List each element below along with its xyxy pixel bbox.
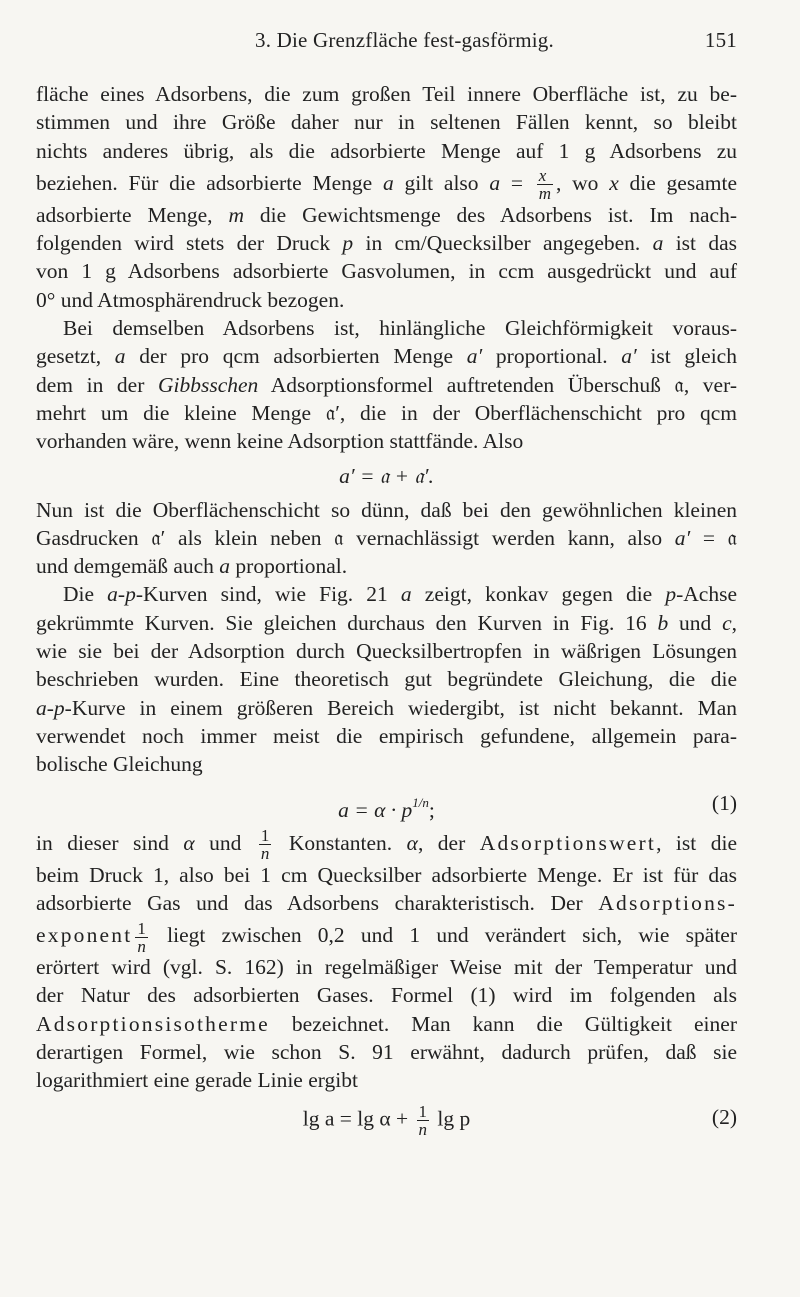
text-line: stimmen und ihre Größe daher nur in seltenen Fällen kennt, so bleibt <box>36 110 737 135</box>
fraction: $\frac{x}{m}$ <box>538 166 552 204</box>
text-line: 0° und Atmosphärendruck bezogen. <box>36 287 345 312</box>
text-line: von 1 g Adsorbens adsorbierte Gasvolumen, in ccm ausgedrückt und auf <box>36 259 737 284</box>
text-line: und demgemäß auch a proportional. <box>36 554 348 579</box>
text-line: folgenden wird stets der Druck p in cm/Quecksilber angegeben. a ist das <box>36 231 737 256</box>
text-line: vorhanden wäre, wenn keine Adsorption stattfände. Also <box>36 429 524 454</box>
equation-1: $a = \alpha \cdot p^{1/n}$; (1) <box>338 790 737 822</box>
text-line: Die a-p-Kurven sind, wie Fig. 21 a zeigt, konkav gegen die p-Achse <box>63 582 737 607</box>
text-line: wie sie bei der Adsorption durch Quecksilbertropfen in wäßrigen Lösungen <box>36 639 737 664</box>
equation-number: (2) <box>711 1104 737 1129</box>
text-line: beziehen. Für die adsorbierte Menge a gilt also a = $\frac{x}{m}$ , wo x die gesamte <box>36 166 737 204</box>
text-line: erörtert wird (vgl. S. 162) in regelmäßiger Weise mit der Temperatur und <box>36 955 737 980</box>
fraction: $\frac{1}{n}$ <box>260 826 270 864</box>
text-line: adsorbierte Gas und das Adsorbens charakteristisch. Der Adsorptions- <box>36 890 737 915</box>
text-line: beschrieben wurden. Eine theoretisch gut begründete Gleichung, die die <box>36 667 737 692</box>
text-line: logarithmiert eine gerade Linie ergibt <box>36 1068 358 1093</box>
running-title: 3. Die Grenzfläche fest-gasförmig. <box>255 28 554 52</box>
text-line: gekrümmte Kurven. Sie gleichen durchaus den Kurven in Fig. 16 b und c, <box>36 610 738 635</box>
text-line: mehrt um die kleine Menge 𝔞′, die in der Oberflächenschicht pro qcm <box>36 400 737 425</box>
text-line: bolische Gleichung <box>36 752 203 777</box>
page-header <box>0 28 800 58</box>
text-line: a-p-Kurve in einem größeren Bereich wiedergibt, ist nicht bekannt. Man <box>36 695 737 720</box>
equation-2: lg a = lg α + $\frac{1}{n}$ lg p (2) <box>302 1101 737 1139</box>
text-line: gesetzt, a der pro qcm adsorbierten Menge a′ proportional. a′ ist gleich <box>36 344 737 369</box>
text-line: dem in der Gibbsschen Adsorptionsformel auftretenden Überschuß 𝔞, ver- <box>36 372 737 397</box>
text-line: verwendet noch immer meist die empirisch gefundene, allgemein para- <box>36 723 737 748</box>
text-line: exponent $\frac{1}{n}$ liegt zwischen 0,2 und 1 und verändert sich, wie später <box>36 918 737 956</box>
equation-number: (1) <box>711 790 737 815</box>
text-line: adsorbierte Menge, m die Gewichtsmenge des Adsorbens ist. Im nach- <box>36 202 738 227</box>
equation-a-prime: a′ = 𝔞 + 𝔞′. <box>339 463 434 488</box>
text-line: beim Druck 1, also bei 1 cm Quecksilber adsorbierte Menge. Er ist für das <box>36 862 737 887</box>
fraction: $\frac{1}{n}$ <box>418 1101 428 1139</box>
text-line: fläche eines Adsorbens, die zum großen Teil innere Oberfläche ist, zu be- <box>36 82 737 106</box>
text-line: Nun ist die Oberflächenschicht so dünn, daß bei den gewöhnlichen kleinen <box>36 497 737 522</box>
body-text <box>36 80 737 1139</box>
text-line: derartigen Formel, wie schon S. 91 erwähnt, dadurch prüfen, daß sie <box>36 1040 737 1065</box>
fraction: $\frac{1}{n}$ <box>137 918 146 956</box>
text-line: nichts anderes übrig, als die adsorbierte Menge auf 1 g Adsorbens zu <box>36 138 737 163</box>
text-line: Gasdrucken 𝔞′ als klein neben 𝔞 vernachlässigt werden kann, also a′ = 𝔞 <box>36 525 737 550</box>
text-line: in dieser sind α und $\frac{1}{n}$ Konstanten. α, der Adsorptionswert, ist die <box>36 826 737 864</box>
text-line: der Natur des adsorbierten Gases. Formel (1) wird im folgenden als <box>36 983 737 1008</box>
page-number: 151 <box>704 28 737 52</box>
text-line: Adsorptionsisotherme bezeichnet. Man kann die Gültigkeit einer <box>36 1011 737 1036</box>
text-line: Bei demselben Adsorbens ist, hinlängliche Gleichförmigkeit voraus- <box>63 316 737 341</box>
